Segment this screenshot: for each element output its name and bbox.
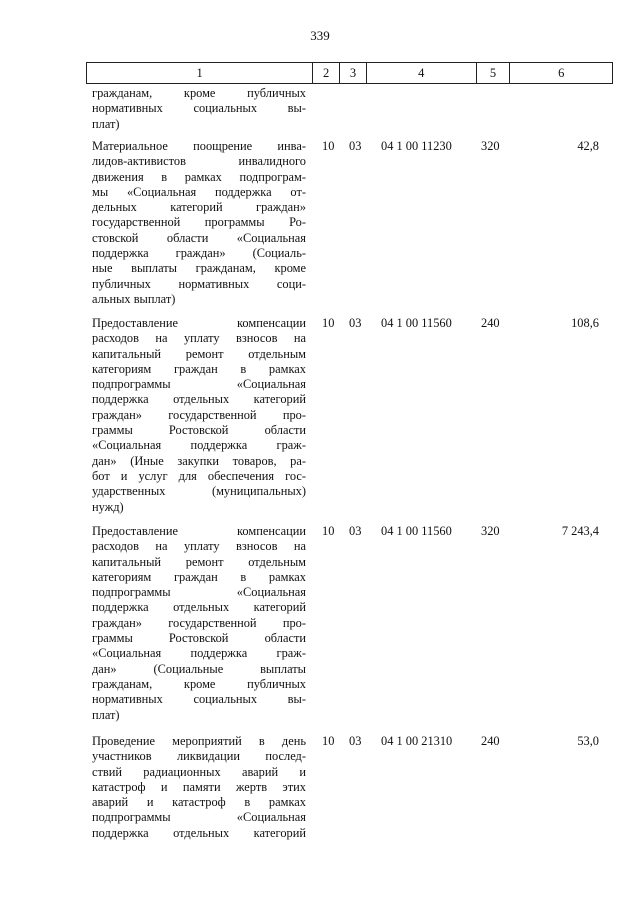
target-code: 04 1 00 21310 bbox=[381, 734, 453, 748]
description-line: капитальный ремонт отдельным bbox=[92, 554, 306, 569]
description-line: альных выплат) bbox=[92, 291, 176, 306]
description-line: расходов на уплату взносов на bbox=[92, 539, 306, 554]
row-description bbox=[92, 86, 306, 132]
description-line: капитальный ремонт отдельным bbox=[92, 346, 306, 361]
header-col-3: 3 bbox=[340, 63, 367, 83]
subsection-code: 03 bbox=[349, 139, 362, 153]
expense-type-code: 240 bbox=[481, 316, 500, 330]
description-line: «Социальная поддержка граж- bbox=[92, 438, 306, 453]
description-line: граждан» государственной про- bbox=[92, 407, 306, 422]
description-line: граждан» государственной про- bbox=[92, 615, 306, 630]
amount: 42,8 bbox=[577, 139, 599, 153]
description-line: государственной программы Ро- bbox=[92, 215, 306, 230]
target-code: 04 1 00 11560 bbox=[381, 524, 452, 538]
description-line: Предоставление компенсации bbox=[92, 524, 306, 538]
expense-type-code: 320 bbox=[481, 139, 500, 153]
description-line: поддержка отдельных категорий bbox=[92, 825, 306, 840]
description-line: подпрограммы «Социальная bbox=[92, 585, 306, 600]
expense-type-code: 320 bbox=[481, 524, 500, 538]
description-line: Материальное поощрение инва- bbox=[92, 139, 306, 153]
description-line: подпрограммы «Социальная bbox=[92, 377, 306, 392]
description-line: граммы Ростовской области bbox=[92, 631, 306, 646]
description-line: ударственных (муниципальных) bbox=[92, 484, 306, 499]
expense-type-code: 240 bbox=[481, 734, 500, 748]
header-col-4: 4 bbox=[367, 63, 477, 83]
page-number: 339 bbox=[310, 28, 330, 43]
description-line: гражданам, кроме публичных bbox=[92, 676, 306, 691]
section-code: 10 bbox=[322, 524, 335, 538]
description-line: «Социальная поддержка граж- bbox=[92, 646, 306, 661]
description-line: участников ликвидации послед- bbox=[92, 749, 306, 764]
description-line: плат) bbox=[92, 707, 120, 722]
row-description bbox=[92, 316, 306, 515]
section-code: 10 bbox=[322, 139, 335, 153]
description-line: дельных категорий граждан» bbox=[92, 200, 306, 215]
description-line: поддержка отдельных категорий bbox=[92, 600, 306, 615]
description-line: Проведение мероприятий в день bbox=[92, 734, 306, 748]
row-description bbox=[92, 524, 306, 723]
description-line: лидов-активистов инвалидного bbox=[92, 154, 306, 169]
description-line: нужд) bbox=[92, 499, 124, 514]
header-col-2: 2 bbox=[313, 63, 340, 83]
target-code: 04 1 00 11560 bbox=[381, 316, 452, 330]
subsection-code: 03 bbox=[349, 524, 362, 538]
header-col-6: 6 bbox=[558, 66, 565, 80]
description-line: подпрограммы «Социальная bbox=[92, 810, 306, 825]
description-line: стовской области «Социальная bbox=[92, 230, 306, 245]
description-line: нормативных социальных вы- bbox=[92, 692, 306, 707]
amount: 53,0 bbox=[577, 734, 599, 748]
header-col-5: 5 bbox=[477, 63, 511, 83]
description-line: движения в рамках подпрограм- bbox=[92, 169, 306, 184]
description-line: плат) bbox=[92, 116, 120, 131]
description-line: бот и услуг для обеспечения гос- bbox=[92, 468, 306, 483]
description-line: расходов на уплату взносов на bbox=[92, 331, 306, 346]
table-header-row bbox=[86, 62, 613, 84]
description-line: дан» (Иные закупки товаров, ра- bbox=[92, 453, 306, 468]
description-line: нормативных социальных вы- bbox=[92, 101, 306, 116]
description-line: гражданам, кроме публичных bbox=[92, 86, 306, 100]
description-line: публичных нормативных соци- bbox=[92, 276, 306, 291]
description-line: Предоставление компенсации bbox=[92, 316, 306, 330]
description-line: категориям граждан в рамках bbox=[92, 361, 306, 376]
description-line: поддержка отдельных категорий bbox=[92, 392, 306, 407]
target-code: 04 1 00 11230 bbox=[381, 139, 452, 153]
description-line: ные выплаты гражданам, кроме bbox=[92, 261, 306, 276]
subsection-code: 03 bbox=[349, 734, 362, 748]
description-line: мы «Социальная поддержка от- bbox=[92, 184, 306, 199]
section-code: 10 bbox=[322, 316, 335, 330]
row-description bbox=[92, 734, 306, 841]
amount: 7 243,4 bbox=[561, 524, 599, 538]
description-line: поддержка граждан» (Социаль- bbox=[92, 246, 306, 261]
description-line: дан» (Социальные выплаты bbox=[92, 661, 306, 676]
description-line: ствий радиационных аварий и bbox=[92, 764, 306, 779]
description-line: граммы Ростовской области bbox=[92, 423, 306, 438]
amount: 108,6 bbox=[571, 316, 599, 330]
description-line: катастроф и памяти жертв этих bbox=[92, 779, 306, 794]
subsection-code: 03 bbox=[349, 316, 362, 330]
description-line: аварий и катастроф в рамках bbox=[92, 795, 306, 810]
header-col-1: 1 bbox=[87, 63, 313, 83]
section-code: 10 bbox=[322, 734, 335, 748]
row-description bbox=[92, 139, 306, 307]
description-line: категориям граждан в рамках bbox=[92, 569, 306, 584]
